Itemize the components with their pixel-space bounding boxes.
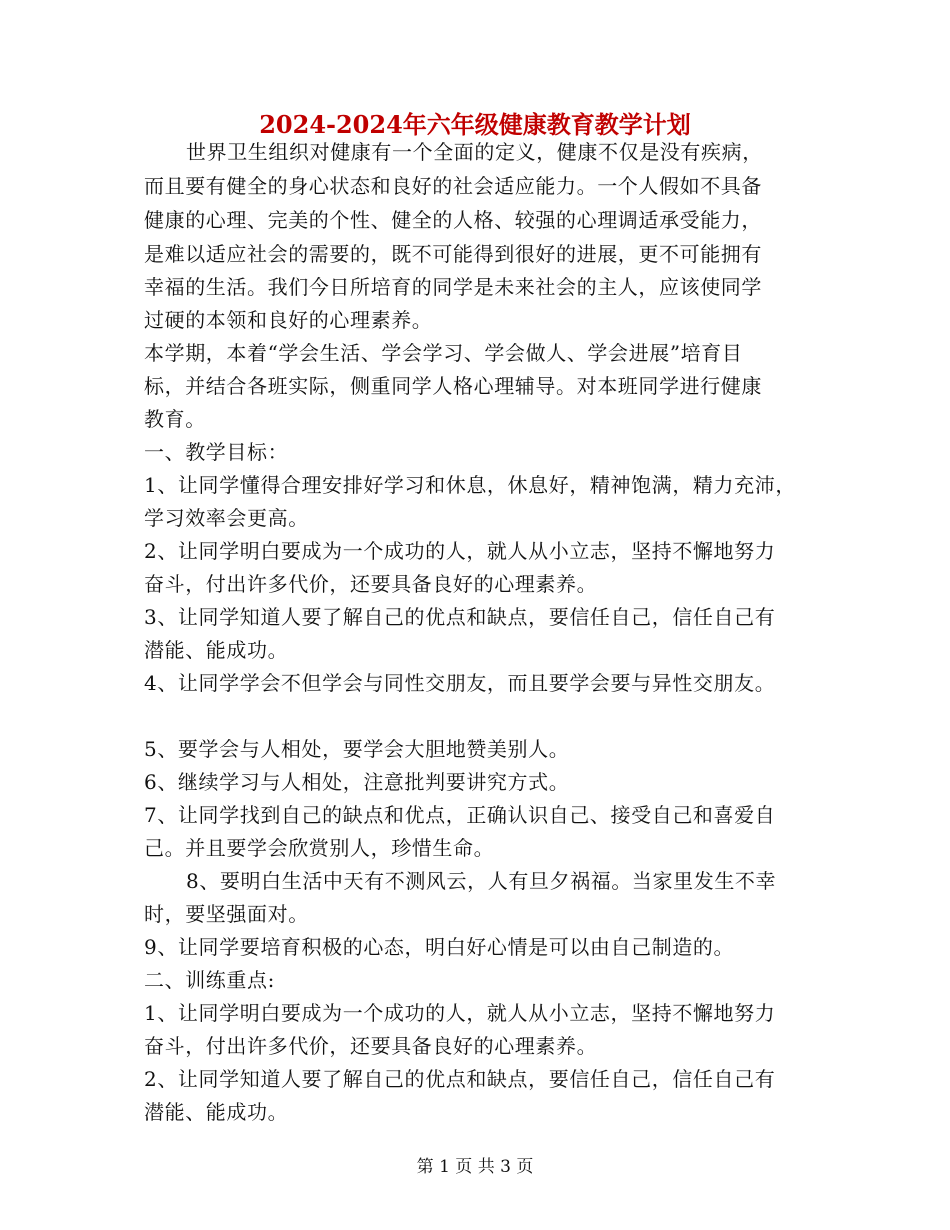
paragraph-line: 教育。 [144, 407, 206, 431]
paragraph-line: 是难以适应社会的需要的，既不可能得到很好的进展，更不可能拥有 [144, 242, 762, 266]
list-item-line: 奋斗，付出许多代价，还要具备良好的心理素养。 [144, 572, 598, 596]
paragraph-line: 而且要有健全的身心状态和良好的社会适应能力。一个人假如不具备 [144, 174, 762, 198]
list-item-line: 6、继续学习与人相处，注意批判要讲究方式。 [144, 770, 570, 794]
section-heading: 二、训练重点: [144, 968, 275, 992]
list-item-line: 潜能、能成功。 [144, 1100, 289, 1124]
list-item-line: 时，要坚强面对。 [144, 902, 309, 926]
paragraph-line: 健康的心理、完美的个性、健全的人格、较强的心理调适承受能力， [144, 208, 762, 232]
list-item-line: 4、让同学学会不但学会与同性交朋友，而且要学会要与异性交朋友。 [144, 671, 776, 695]
paragraph-line: 幸福的生活。我们今日所培育的同学是未来社会的主人，应该使同学 [144, 275, 762, 299]
list-item-line: 3、让同学知道人要了解自己的优点和缺点，要信任自己，信任自己有 [144, 605, 776, 629]
paragraph-line: 本学期，本着“学会生活、学会学习、学会做人、学会进展”培育目 [144, 341, 743, 365]
list-item-line: 8、要明白生活中天有不测风云，人有旦夕祸福。当家里发生不幸 [186, 869, 777, 893]
list-item-line: 7、让同学找到自己的缺点和优点，正确认识自己、接受自己和喜爱自 [144, 803, 776, 827]
list-item-line: 5、要学会与人相处，要学会大胆地赞美别人。 [144, 737, 570, 761]
list-item-line: 2、让同学知道人要了解自己的优点和缺点，要信任自己，信任自己有 [144, 1067, 776, 1091]
list-item-line: 1、让同学懂得合理安排好学习和休息，休息好，精神饱满，精力充沛， [144, 473, 796, 497]
list-item-line: 奋斗，付出许多代价，还要具备良好的心理素养。 [144, 1034, 598, 1058]
page-footer: 第 1 页 共 3 页 [416, 1157, 534, 1177]
list-item-line: 潜能、能成功。 [144, 638, 289, 662]
paragraph-line: 世界卫生组织对健康有一个全面的定义，健康不仅是没有疾病， [186, 140, 763, 164]
list-item-line: 1、让同学明白要成为一个成功的人，就人从小立志，坚持不懈地努力 [144, 1001, 776, 1025]
paragraph-line: 过硬的本领和良好的心理素养。 [144, 308, 433, 332]
paragraph-line: 标，并结合各班实际，侧重同学人格心理辅导。对本班同学进行健康 [144, 374, 762, 398]
list-item-line: 2、让同学明白要成为一个成功的人，就人从小立志，坚持不懈地努力 [144, 539, 776, 563]
list-item-line: 学习效率会更高。 [144, 506, 309, 530]
list-item-line: 9、让同学要培育积极的心态，明白好心情是可以由自己制造的。 [144, 935, 735, 959]
section-heading: 一、教学目标： [144, 440, 289, 464]
list-item-line: 己。并且要学会欣赏别人，珍惜生命。 [144, 836, 495, 860]
document-title: 2024-2024年六年级健康教育教学计划 [259, 110, 691, 139]
